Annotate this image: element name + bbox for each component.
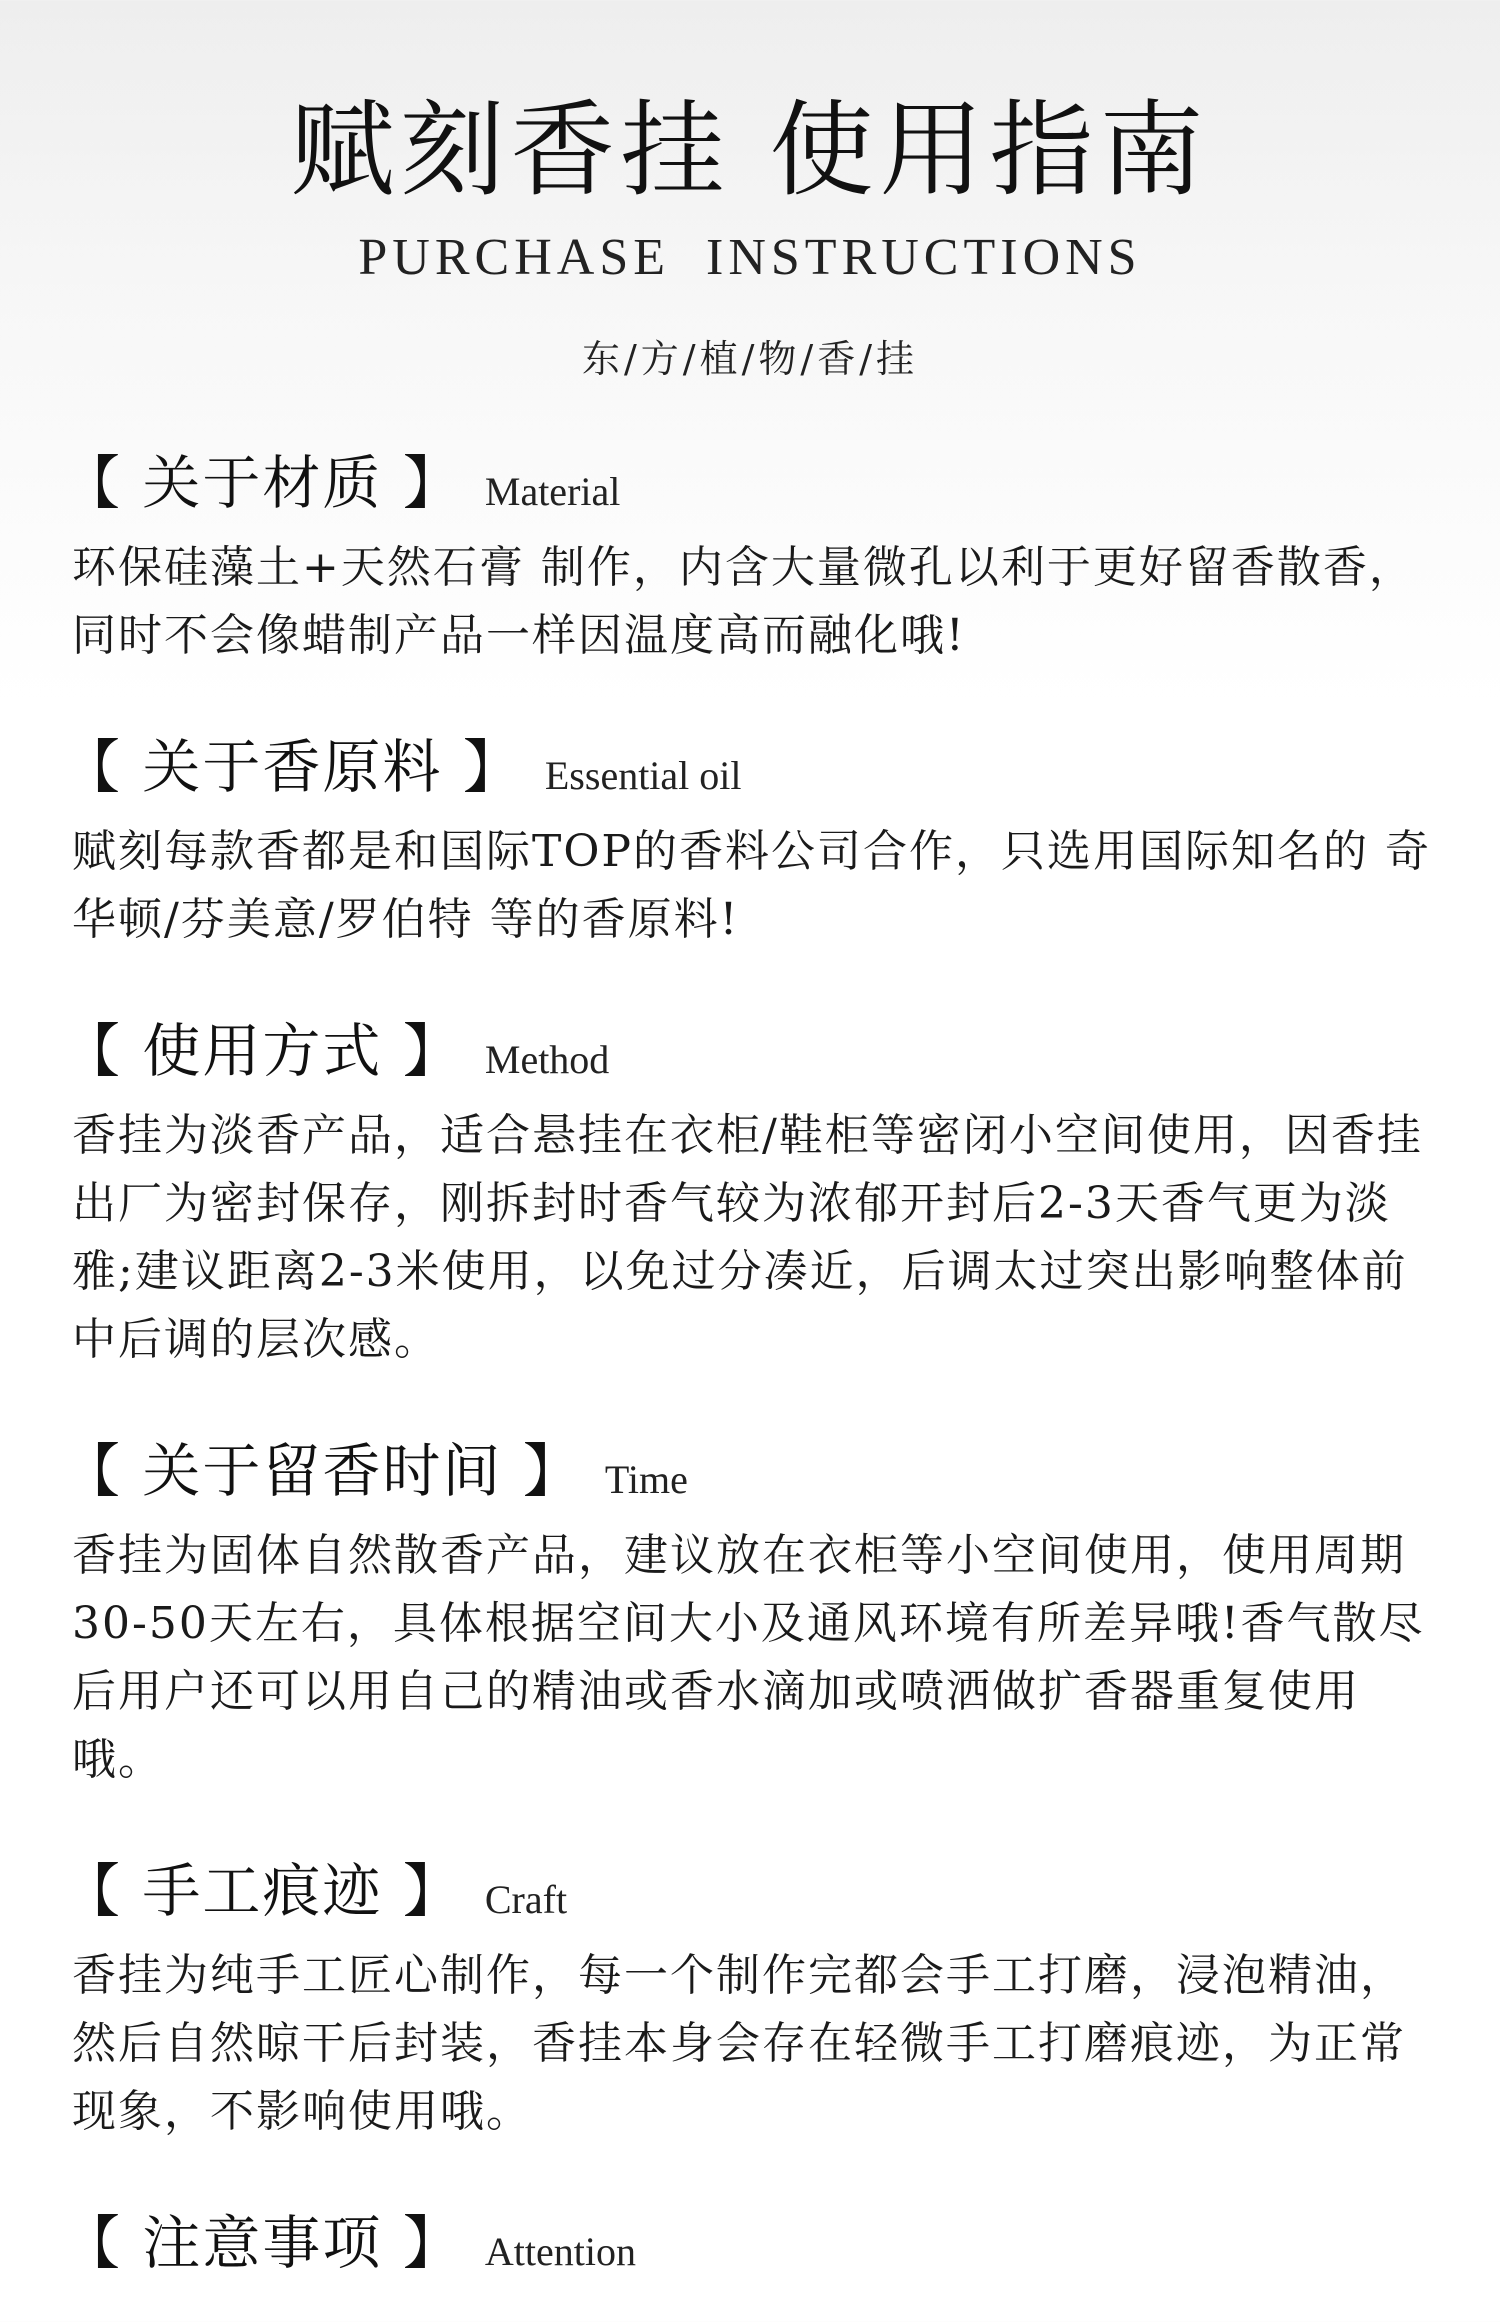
section-heading: [62, 724, 1442, 804]
section-heading: [62, 1428, 1442, 1508]
page-tagline: 东/方/植/物/香/挂: [581, 337, 918, 381]
section-english-label: Method: [484, 1037, 610, 1082]
page-title: 赋刻香挂 使用指南: [290, 89, 1210, 211]
section-essential-oil: [62, 724, 1442, 954]
section-title: 【 注意事项 】: [62, 2209, 463, 2277]
section-english-label: Craft: [484, 1877, 568, 1922]
section-body: 香挂为纯手工匠心制作，每一个制作完都会手工打磨，浸泡精油，然后自然晾干后封装，香挂本身会存在轻微手工打磨痕迹，为正常现象，不影响使用哦。: [72, 1950, 1406, 2137]
section-title: 【 关于材质 】: [62, 449, 463, 517]
section-english-label: Material: [484, 469, 621, 514]
section-heading: [62, 2200, 1442, 2280]
section-english-label: Essential oil: [544, 753, 742, 798]
section-title: 【 关于香原料 】: [62, 733, 523, 801]
page-subtitle: PURCHASE INSTRUCTIONS: [358, 229, 1142, 286]
section-heading: [62, 1008, 1442, 1088]
sections-container: [62, 440, 1442, 2322]
section-attention: [62, 2200, 1442, 2280]
section-body: 环保硅藻土+天然石膏 制作，内含大量微孔以利于更好留香散香，同时不会像蜡制产品一样因温度高而融化哦!: [72, 542, 1415, 661]
section-title: 【 关于留香时间 】: [62, 1437, 583, 1505]
section-time: [62, 1428, 1442, 1794]
section-english-label: Time: [604, 1457, 688, 1502]
section-material: [62, 440, 1442, 670]
section-body: 香挂为淡香产品，适合悬挂在衣柜/鞋柜等密闭小空间使用，因香挂出厂为密封保存，刚拆封时香气较为浓郁开封后2-3天香气更为淡雅;建议距离2-3米使用，以免过分凑近，后调太过突出影响整体前中后调的层次感。: [72, 1110, 1423, 1365]
section-method: [62, 1008, 1442, 1374]
section-title: 【 手工痕迹 】: [62, 1857, 463, 1925]
section-body: 赋刻每款香都是和国际TOP的香料公司合作，只选用国际知名的 奇华顿/芬美意/罗伯特 等的香原料!: [72, 826, 1432, 945]
section-english-label: Attention: [484, 2229, 636, 2274]
section-body: 香挂为固体自然散香产品，建议放在衣柜等小空间使用，使用周期30-50天左右，具体根据空间大小及通风环境有所差异哦!香气散尽后用户还可以用自己的精油或香水滴加或喷洒做扩香器重复使用哦。: [72, 1530, 1425, 1785]
section-heading: [62, 440, 1442, 520]
section-craft: [62, 1848, 1442, 2146]
section-heading: [62, 1848, 1442, 1928]
section-title: 【 使用方式 】: [62, 1017, 463, 1085]
page-header: [0, 90, 1500, 382]
